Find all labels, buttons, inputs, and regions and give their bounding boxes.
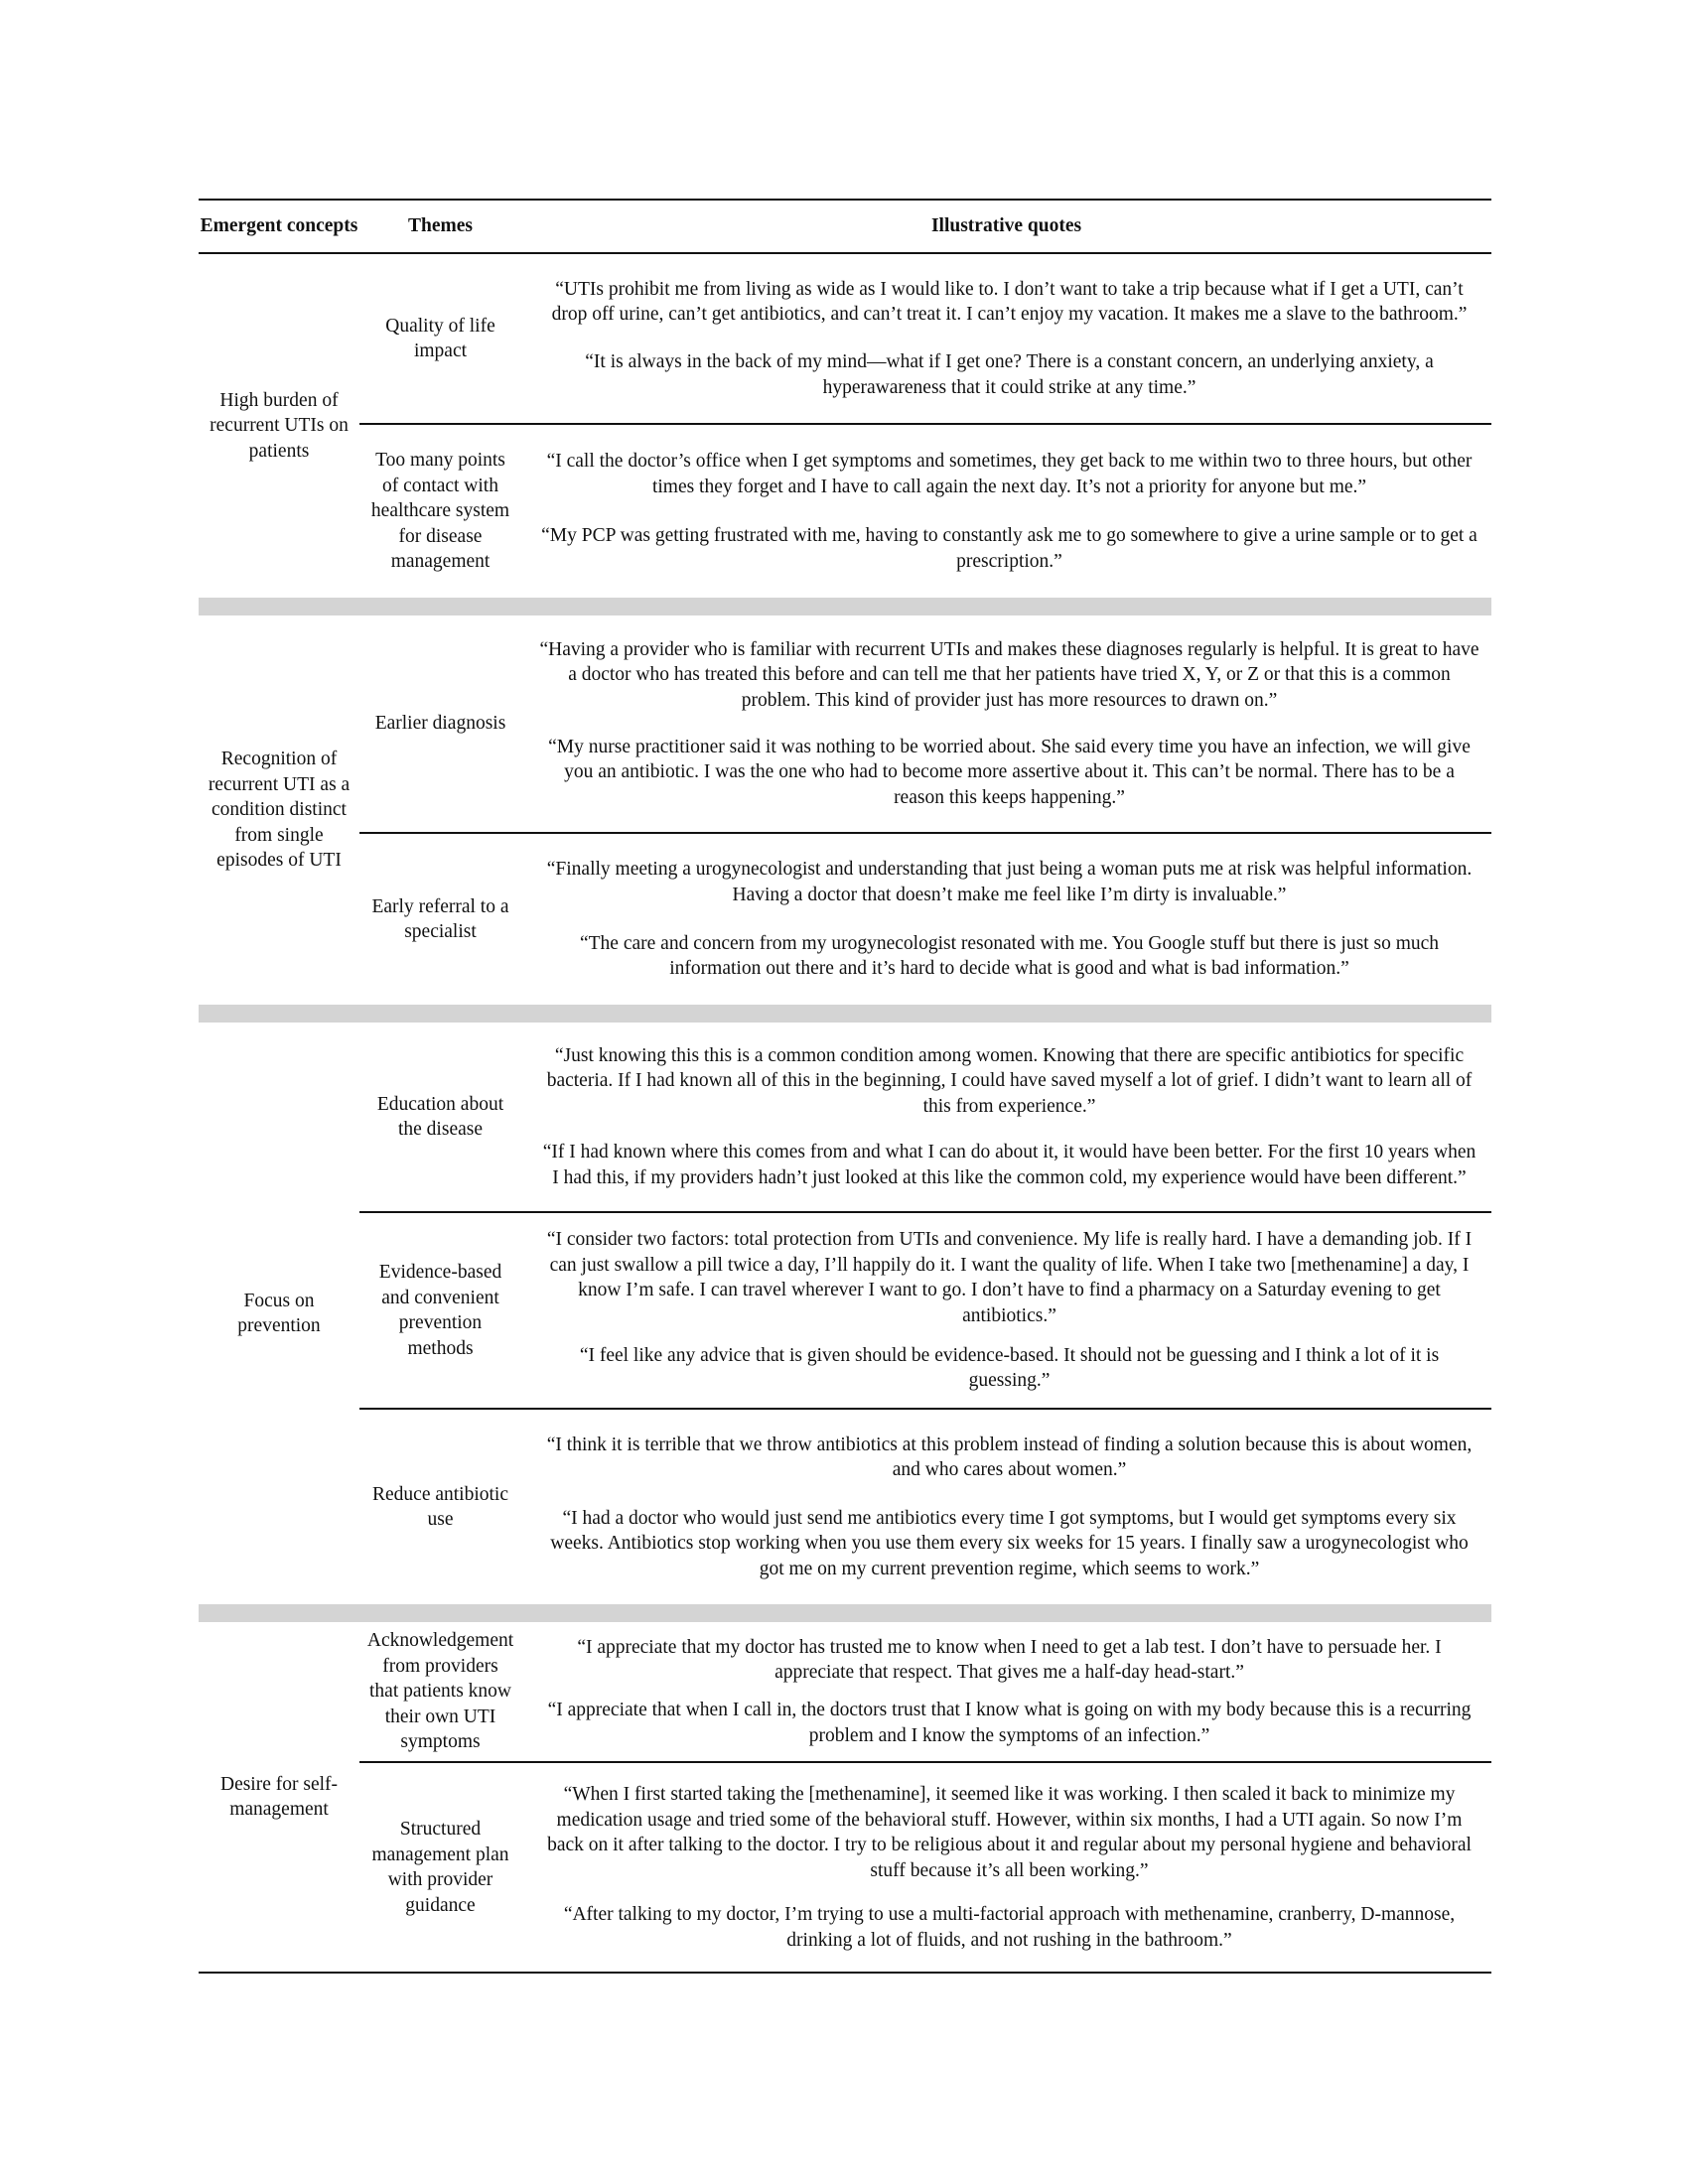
quote: “I appreciate that my doctor has trusted me to know when I need to get a lab test. I don’t have to persuade her. I appreciate that respect. That gives me a half-day head-start.” bbox=[577, 1636, 1442, 1684]
theme-cell: Education about the disease bbox=[376, 1093, 504, 1140]
quotes-cell bbox=[521, 834, 1491, 1005]
theme-row bbox=[359, 615, 1491, 832]
quotes-cell bbox=[521, 1763, 1491, 1972]
concept-group-self-management bbox=[199, 1622, 1491, 1972]
table-header-row bbox=[199, 201, 1491, 252]
theme-row bbox=[359, 1622, 1491, 1761]
quote: “When I first started taking the [methenamine], it seemed like it was working. I then scaled it back to minimize my medication usage and tried some of the behavioral stuff. However, within six months, I had a UTI again. So now I’m back on it after talking to the doctor. I try to be religious about it and regular about my personal hygiene and behavioral stuff because it’s all been working.” bbox=[547, 1784, 1472, 1881]
group-separator-band bbox=[199, 598, 1491, 615]
theme-row bbox=[359, 254, 1491, 423]
concept-group-high-burden bbox=[199, 254, 1491, 598]
quote: “My nurse practitioner said it was nothing to be worried about. She said every time you have an infection, we will give you an antibiotic. I was the one who had to become more assertive about it. This can’t be normal. There has to be a reason this keeps happening.” bbox=[548, 736, 1471, 808]
concept-cell: High burden of recurrent UTIs on patients bbox=[210, 389, 349, 462]
theme-row bbox=[359, 1023, 1491, 1211]
quote: “UTIs prohibit me from living as wide as I would like to. I don’t want to take a trip because what if I get a UTI, can’t drop off urine, can’t get antibiotics, and can’t treat it. I can’t enjoy my vacation. It makes me a slave to the bathroom.” bbox=[551, 278, 1468, 326]
quote: “I think it is terrible that we throw antibiotics at this problem instead of finding a solution because this is about women, and who cares about women.” bbox=[546, 1433, 1473, 1481]
themes-table bbox=[199, 199, 1491, 1974]
concept-cell: Recognition of recurrent UTI as a condition distinct from single episodes of UTI bbox=[208, 749, 351, 872]
theme-row bbox=[359, 1410, 1491, 1604]
quote: “The care and concern from my urogynecologist resonated with me. You Google stuff but there is just so much information out there and it’s hard to decide what is good and what is bad information.” bbox=[579, 932, 1440, 980]
quote: “If I had known where this comes from and what I can do about it, it would have been better. For the first 10 years when I had this, if my providers hadn’t just looked at this like the common cold, my experience would have been different.” bbox=[542, 1142, 1477, 1188]
header-themes: Themes bbox=[408, 215, 473, 236]
concept-group-recognition bbox=[199, 615, 1491, 1005]
quotes-cell bbox=[521, 1023, 1491, 1211]
quote: “Finally meeting a urogynecologist and understanding that just being a woman puts me at risk was helpful information. Having a doctor that doesn’t make me feel like I’m dirty is invaluable.” bbox=[546, 859, 1473, 905]
quotes-cell bbox=[521, 615, 1491, 832]
group-separator-band bbox=[199, 1604, 1491, 1622]
concept-cell: Focus on prevention bbox=[237, 1290, 321, 1336]
quote: “After talking to my doctor, I’m trying to use a multi-factorial approach with methenamine, cranberry, D-mannose, drinking a lot of fluids, and not rushing in the bathroom.” bbox=[563, 1904, 1456, 1951]
quotes-cell bbox=[521, 425, 1491, 598]
header-emergent-concepts: Emergent concepts bbox=[200, 215, 358, 236]
theme-row bbox=[359, 425, 1491, 598]
quote: “Having a provider who is familiar with recurrent UTIs and makes these diagnoses regularly is helpful. It is great to have a doctor who has treated this before and can tell me that her patients have tried X, Y, or Z or that this is a common problem. This kind of provider just has more resources to drawn on.” bbox=[539, 638, 1479, 711]
quote: “I feel like any advice that is given should be evidence-based. It should not be guessing and I think a lot of it is guessing.” bbox=[579, 1344, 1440, 1392]
quotes-cell bbox=[521, 1213, 1491, 1408]
theme-cell: Acknowledgement from providers that patients know their own UTI symptoms bbox=[366, 1630, 514, 1753]
theme-row bbox=[359, 1763, 1491, 1972]
theme-cell: Earlier diagnosis bbox=[374, 713, 506, 735]
quotes-cell bbox=[521, 1622, 1491, 1761]
theme-cell: Structured management plan with provider guidance bbox=[371, 1819, 509, 1916]
theme-cell: Reduce antibiotic use bbox=[372, 1483, 508, 1530]
quote: “I call the doctor’s office when I get symptoms and sometimes, they get back to me within two to three hours, but other times they forget and I have to call again the next day. It’s not a priority for anyone but me.” bbox=[546, 451, 1473, 497]
theme-cell: Evidence-based and convenient prevention methods bbox=[378, 1262, 502, 1359]
quotes-cell bbox=[521, 1410, 1491, 1604]
concept-group-prevention bbox=[199, 1023, 1491, 1604]
theme-cell: Early referral to a specialist bbox=[371, 895, 509, 942]
theme-row bbox=[359, 834, 1491, 1005]
quote: “I consider two factors: total protection from UTIs and convenience. My life is really hard. I have a demanding job. If I can just swallow a pill twice a day, I’ll happily do it. I want the quality of life. When I take two [methenamine] a day, I know I’m safe. I can travel wherever I want to go. I don’t have to find a pharmacy on a Saturday evening to get antibiotics.” bbox=[546, 1229, 1473, 1326]
quote: “I had a doctor who would just send me antibiotics every time I got symptoms, but I would get symptoms every six weeks. Antibiotics stop working when you use them every six weeks for 15 years. I finally saw a urogynecologist who got me on my current prevention regime, which seems to work.” bbox=[550, 1507, 1469, 1579]
group-separator-band bbox=[199, 1005, 1491, 1023]
theme-cell: Too many points of contact with healthcare system for disease management bbox=[370, 450, 510, 573]
theme-cell: Quality of life impact bbox=[385, 315, 495, 361]
concept-cell: Desire for self-management bbox=[219, 1773, 339, 1820]
quote: “I appreciate that when I call in, the doctors trust that I know what is going on with my body because this is a recurring problem and I know the symptoms of an infection.” bbox=[547, 1700, 1472, 1746]
theme-row bbox=[359, 1213, 1491, 1408]
quote: “Just knowing this this is a common condition among women. Knowing that there are specific antibiotics for specific bacteria. If I had known all of this in the beginning, I could have saved myself a lot of grief. I didn’t want to learn all of this from experience.” bbox=[546, 1044, 1473, 1117]
quote: “It is always in the back of my mind—what if I get one? There is a constant concern, an underlying anxiety, a hyperawareness that it could strike at any time.” bbox=[585, 351, 1434, 398]
header-illustrative-quotes: Illustrative quotes bbox=[930, 215, 1082, 236]
quotes-cell bbox=[521, 254, 1491, 423]
quote: “My PCP was getting frustrated with me, having to constantly ask me to go somewhere to give a urine sample or to get a prescription.” bbox=[541, 525, 1477, 572]
table-bottom-rule bbox=[199, 1972, 1491, 1974]
